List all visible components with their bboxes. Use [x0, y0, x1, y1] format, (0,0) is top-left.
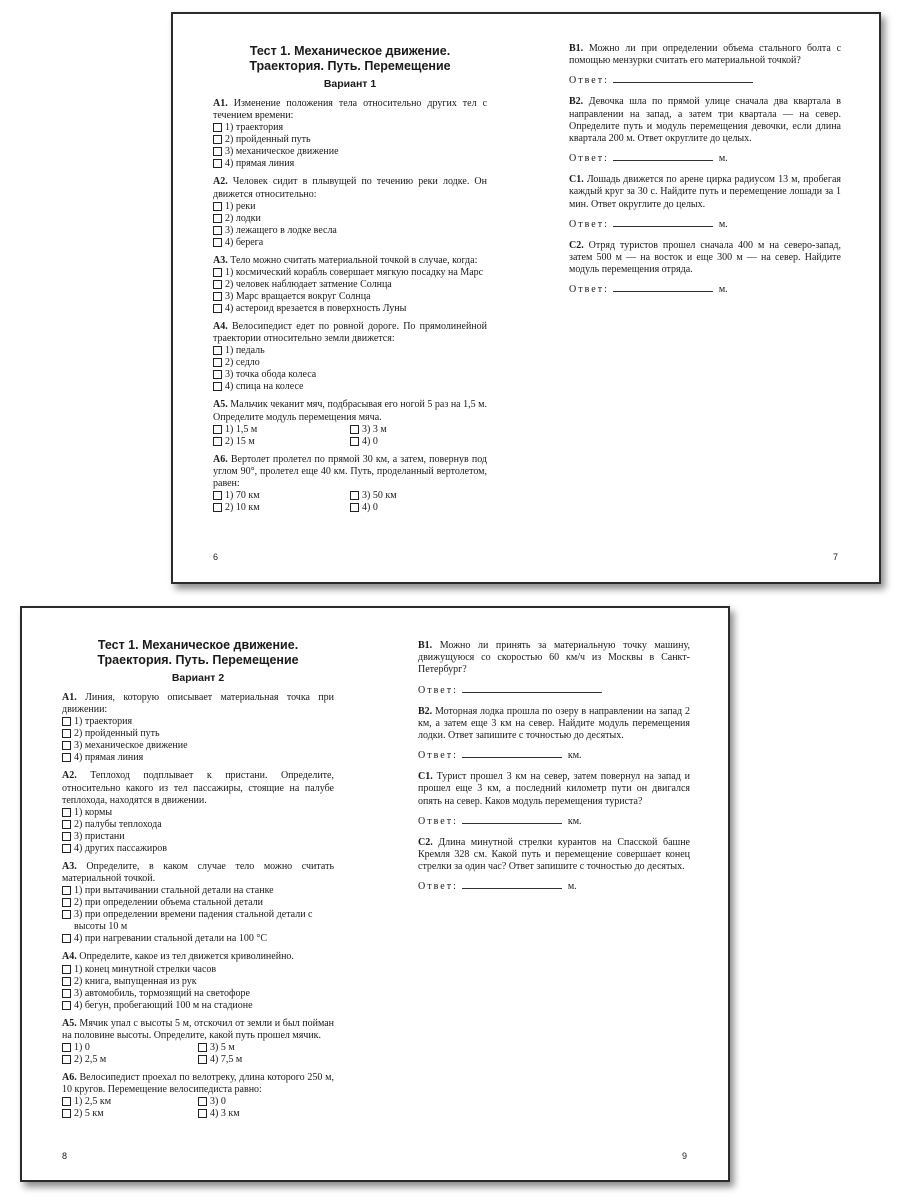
question-body: Изменение положения тела относительно других тел с течением времени: — [213, 98, 488, 122]
question-text — [62, 951, 334, 963]
option-label: 1) кормы — [74, 807, 113, 819]
page-number: 6 — [213, 552, 219, 562]
question-text — [213, 454, 487, 491]
option-label: 2) лодки — [225, 212, 261, 224]
question-text — [569, 43, 841, 67]
answer-option[interactable] — [62, 1000, 334, 1012]
answer-unit: м. — [718, 284, 728, 296]
answer-option[interactable] — [213, 279, 487, 291]
answer-option[interactable] — [213, 369, 487, 381]
option-label: 1) при вытачивании стальной детали на станке — [74, 885, 274, 897]
options-list — [62, 1096, 334, 1120]
question-body: Линия, которую описывает материальная точка при движении: — [62, 692, 335, 716]
checkbox[interactable] — [62, 989, 71, 998]
answer-label: Ответ: — [569, 218, 609, 230]
page-number: 9 — [682, 1151, 688, 1161]
question-number: С2. — [569, 239, 584, 251]
answer-label: Ответ: — [569, 284, 609, 296]
answer-unit: м. — [718, 218, 728, 230]
answer-option[interactable] — [62, 843, 334, 855]
checkbox[interactable] — [213, 159, 222, 168]
answer-option[interactable] — [350, 490, 487, 502]
answer-unit: м. — [567, 881, 577, 893]
option-label: 4) при нагревании стальной детали на 100 °С — [74, 933, 268, 945]
question-text — [213, 399, 487, 423]
checkbox[interactable] — [213, 425, 222, 434]
checkbox[interactable] — [213, 123, 222, 132]
question-block — [213, 98, 487, 170]
answer-option[interactable] — [213, 158, 487, 170]
answer-option[interactable] — [62, 831, 334, 843]
answer-option[interactable] — [62, 740, 334, 752]
checkbox[interactable] — [213, 370, 222, 379]
question-number: В1. — [569, 43, 584, 54]
answer-row — [418, 683, 690, 696]
question-text — [62, 692, 334, 716]
answer-option[interactable] — [213, 357, 487, 369]
checkbox[interactable] — [62, 898, 71, 907]
checkbox[interactable] — [350, 425, 359, 434]
checkbox[interactable] — [350, 503, 359, 512]
checkbox[interactable] — [213, 202, 222, 211]
checkbox[interactable] — [62, 820, 71, 829]
question-block — [62, 861, 334, 945]
question-text — [418, 837, 690, 874]
option-label: 1) 2,5 км — [74, 1096, 112, 1108]
question-number: В1. — [418, 640, 433, 651]
answer-field[interactable] — [462, 683, 602, 693]
option-label: 4) других пассажиров — [74, 843, 167, 855]
question-text — [418, 706, 690, 743]
answer-label: Ответ: — [418, 881, 458, 893]
option-label: 2) седло — [225, 357, 260, 369]
page-8-column — [62, 638, 334, 1126]
option-label: 4) 0 — [362, 502, 378, 514]
answer-option[interactable] — [62, 716, 334, 728]
checkbox[interactable] — [62, 1109, 71, 1118]
option-label: 1) траектория — [225, 122, 284, 134]
question-block — [62, 951, 334, 1011]
answer-option[interactable] — [62, 976, 334, 988]
options-list — [62, 1042, 334, 1066]
answer-option[interactable] — [198, 1108, 334, 1120]
question-body: Можно ли при определении объема стального болта с помощью мензурки считать его материальной точкой? — [569, 43, 842, 67]
checkbox[interactable] — [62, 844, 71, 853]
answer-row — [569, 282, 841, 295]
question-block — [418, 837, 690, 893]
answer-option[interactable] — [213, 424, 350, 436]
answer-option[interactable] — [213, 436, 350, 448]
question-block — [569, 96, 841, 164]
option-label: 2) 5 км — [74, 1108, 104, 1120]
options-list — [62, 807, 334, 855]
question-body: Длина минутной стрелки курантов на Спасской башне Кремля 328 см. Какой путь и перемещение совершает конец стрелки за один час? Ответ запишите с точностью до десятых. — [418, 836, 690, 873]
checkbox[interactable] — [213, 147, 222, 156]
answer-row — [418, 879, 690, 892]
option-label: 3) при определении времени падения стальной детали с высоты 10 м — [74, 909, 313, 933]
question-body: Можно ли принять за материальную точку машину, движущуюся со скоростью 60 км/ч из Москвы в Санкт-Петербург? — [418, 640, 691, 676]
page-number: 8 — [62, 1151, 68, 1161]
answer-option[interactable] — [62, 1096, 198, 1108]
question-body: Вертолет пролетел по прямой 30 км, а затем, повернув под углом 90°, пролетел еще 40 км. Путь, проделанный вертолетом, равен: — [213, 453, 487, 490]
question-body: Определите, какое из тел движется криволинейно. — [79, 951, 294, 963]
answer-label: Ответ: — [569, 153, 609, 165]
question-text — [213, 321, 487, 345]
question-block — [418, 771, 690, 827]
answer-option[interactable] — [62, 819, 334, 831]
option-label: 4) 3 км — [210, 1108, 240, 1120]
question-block — [62, 1072, 334, 1120]
answer-option[interactable] — [213, 213, 487, 225]
option-label: 2) 2,5 м — [74, 1054, 107, 1066]
questions-list — [62, 692, 334, 1120]
answer-option[interactable] — [213, 490, 350, 502]
checkbox[interactable] — [62, 886, 71, 895]
question-body: Отряд туристов прошел сначала 400 м на северо-запад, затем 500 м — на восток и еще 300 м — на север. Найдите модуль перемещения отряда. — [569, 239, 842, 276]
answer-option[interactable] — [62, 1054, 198, 1066]
question-block — [213, 321, 487, 393]
answer-row — [569, 151, 841, 164]
checkbox[interactable] — [62, 808, 71, 817]
checkbox[interactable] — [213, 226, 222, 235]
page-spread-1 — [171, 12, 881, 584]
question-block — [213, 255, 487, 315]
page-7-column — [569, 43, 841, 305]
option-label: 2) пройденный путь — [74, 728, 160, 740]
answer-option[interactable] — [62, 1042, 198, 1054]
question-number: А1. — [213, 98, 228, 109]
options-list — [213, 490, 487, 514]
question-body: Тело можно считать материальной точкой в случае, когда: — [230, 254, 478, 266]
question-text — [569, 174, 841, 211]
question-number: В2. — [418, 705, 433, 717]
answer-option[interactable] — [350, 424, 487, 436]
option-label: 2) 15 м — [225, 435, 255, 447]
question-number: С1. — [569, 174, 584, 186]
option-label: 1) 0 — [74, 1042, 90, 1054]
page-number: 7 — [833, 552, 839, 562]
option-label: 4) спица на колесе — [225, 381, 304, 393]
option-label: 3) 0 — [210, 1096, 226, 1108]
answer-field[interactable] — [613, 151, 713, 161]
options-list — [62, 964, 334, 1012]
answer-row — [418, 814, 690, 827]
answer-row — [418, 748, 690, 761]
option-label: 4) 7,5 м — [210, 1054, 243, 1066]
question-body: Моторная лодка прошла по озеру в направлении на запад 2 км, а затем еще 3 км на север. Найдите модуль перемещения лодки. Ответ запишите с точностью до десятых. — [418, 705, 690, 742]
option-label: 4) бегун, пробегающий 100 м на стадионе — [74, 999, 253, 1011]
question-text — [62, 770, 334, 807]
answer-option[interactable] — [62, 933, 334, 945]
question-number: А4. — [62, 951, 77, 963]
option-label: 1) реки — [225, 200, 256, 212]
checkbox[interactable] — [62, 832, 71, 841]
answer-unit: м. — [718, 153, 728, 165]
answer-option[interactable] — [62, 728, 334, 740]
option-label: 1) траектория — [74, 716, 133, 728]
answer-option[interactable] — [198, 1054, 334, 1066]
question-block — [213, 454, 487, 515]
checkbox[interactable] — [62, 729, 71, 738]
test-title-line2: Траектория. Путь. Перемещение — [249, 59, 451, 73]
checkbox[interactable] — [213, 346, 222, 355]
answer-option[interactable] — [62, 964, 334, 976]
checkbox[interactable] — [213, 135, 222, 144]
question-text — [418, 640, 690, 677]
question-number: А5. — [213, 399, 228, 411]
option-label: 4) астероид врезается в поверхность Луны — [225, 303, 407, 315]
answer-label: Ответ: — [418, 815, 458, 827]
question-block — [569, 240, 841, 296]
checkbox[interactable] — [62, 965, 71, 974]
answer-unit: км. — [567, 815, 582, 827]
answer-option[interactable] — [62, 885, 334, 897]
option-label: 1) 1,5 м — [225, 423, 258, 435]
question-body: Девочка шла по прямой улице сначала два квартала в направлении на запад, а затем три квартала — на север. Определите путь и модуль перемещения девочки, если длина квартала 200 м. Ответ округлите до целых. — [569, 96, 842, 145]
question-text — [569, 240, 841, 277]
question-block — [62, 770, 334, 855]
option-label: 3) точка обода колеса — [225, 369, 317, 381]
checkbox[interactable] — [198, 1043, 207, 1052]
question-text — [213, 255, 487, 267]
answer-option[interactable] — [62, 897, 334, 909]
option-label: 3) Марс вращается вокруг Солнца — [225, 291, 371, 303]
option-label: 3) 5 м — [210, 1042, 235, 1054]
answer-unit: км. — [567, 750, 582, 762]
question-number: С1. — [418, 771, 433, 783]
question-text — [62, 1018, 334, 1042]
question-block — [213, 399, 487, 447]
answer-option[interactable] — [213, 381, 487, 393]
question-number: А6. — [62, 1072, 77, 1084]
answer-label: Ответ: — [418, 750, 458, 762]
question-block — [569, 174, 841, 230]
answer-field[interactable] — [462, 814, 562, 824]
checkbox[interactable] — [62, 1043, 71, 1052]
checkbox[interactable] — [350, 437, 359, 446]
question-number: А3. — [213, 254, 228, 266]
question-body: Человек сидит в плывущей по течению реки лодке. Он движется относительно: — [213, 176, 488, 200]
options-list — [213, 267, 487, 315]
checkbox[interactable] — [213, 437, 222, 446]
page-spread-2 — [20, 606, 730, 1182]
question-number: А2. — [213, 176, 228, 188]
question-text — [62, 861, 334, 885]
question-number: А1. — [62, 692, 77, 703]
options-list — [213, 122, 487, 170]
answer-option[interactable] — [62, 909, 334, 933]
checkbox[interactable] — [62, 977, 71, 986]
checkbox[interactable] — [62, 741, 71, 750]
option-label: 3) 3 м — [362, 423, 387, 435]
answer-option[interactable] — [213, 122, 487, 134]
checkbox[interactable] — [198, 1109, 207, 1118]
answer-option[interactable] — [213, 291, 487, 303]
checkbox[interactable] — [213, 358, 222, 367]
variant-label: Вариант 2 — [171, 672, 225, 684]
answer-option[interactable] — [213, 267, 487, 279]
checkbox[interactable] — [213, 304, 222, 313]
option-label: 1) 70 км — [225, 490, 260, 502]
checkbox[interactable] — [62, 910, 71, 919]
option-label: 2) 10 км — [225, 502, 260, 514]
answer-option[interactable] — [62, 807, 334, 819]
question-block — [418, 640, 690, 696]
question-body: Теплоход подплывает к пристани. Определите, относительно какого из тел пассажиры, стоящие на палубе теплохода, находятся в движении. — [62, 770, 334, 806]
options-list — [62, 716, 334, 764]
option-label: 2) человек наблюдает затмение Солнца — [225, 279, 392, 291]
checkbox[interactable] — [198, 1097, 207, 1106]
answer-option[interactable] — [213, 225, 487, 237]
option-label: 3) механическое движение — [74, 740, 188, 752]
option-label: 2) при определении объема стальной детали — [74, 897, 263, 909]
answer-row — [569, 217, 841, 230]
option-label: 2) книга, выпущенная из рук — [74, 975, 197, 987]
checkbox[interactable] — [213, 491, 222, 500]
options-list — [213, 201, 487, 249]
question-number: А5. — [62, 1017, 77, 1029]
option-label: 1) педаль — [225, 345, 265, 357]
checkbox[interactable] — [213, 503, 222, 512]
checkbox[interactable] — [62, 753, 71, 762]
option-label: 1) конец минутной стрелки часов — [74, 963, 217, 975]
answer-option[interactable] — [62, 988, 334, 1000]
test-title-line1: Тест 1. Механическое движение. — [249, 44, 451, 58]
answer-field[interactable] — [613, 217, 713, 227]
answer-option[interactable] — [213, 502, 350, 514]
question-body: Мячик упал с высоты 5 м, отскочил от земли и был пойман на половине высоты. Определите, какой путь прошел мячик. — [62, 1017, 335, 1041]
question-body: Велосипедист едет по ровной дороге. По прямолинейной траектории относительно земли движется: — [213, 321, 488, 345]
option-label: 2) пройденный путь — [225, 134, 311, 146]
checkbox[interactable] — [350, 491, 359, 500]
question-text — [213, 98, 487, 122]
question-block — [569, 43, 841, 86]
option-label: 3) автомобиль, тормозящий на светофоре — [74, 987, 250, 999]
page-9-column — [418, 640, 690, 902]
answer-option[interactable] — [213, 201, 487, 213]
questions-list — [213, 98, 487, 514]
answer-row — [569, 73, 841, 86]
option-label: 4) 0 — [362, 435, 378, 447]
answer-option[interactable] — [198, 1096, 334, 1108]
question-number: А2. — [62, 770, 77, 782]
checkbox[interactable] — [213, 214, 222, 223]
answer-option[interactable] — [213, 303, 487, 315]
option-label: 4) берега — [225, 236, 264, 248]
test-title-line1: Тест 1. Механическое движение. — [97, 638, 299, 652]
question-body: Лошадь движется по арене цирка радиусом 13 м, пробегая каждый круг за 30 с. Найдите путь и перемещение лошади за 1 мин. Ответ округлите до целых. — [569, 174, 842, 210]
checkbox[interactable] — [213, 382, 222, 391]
answer-option[interactable] — [213, 134, 487, 146]
question-text — [213, 176, 487, 200]
options-list — [213, 345, 487, 393]
question-number: А6. — [213, 453, 228, 465]
question-number: В2. — [569, 96, 584, 108]
answer-option[interactable] — [213, 237, 487, 249]
page-6-column — [213, 44, 487, 520]
checkbox[interactable] — [62, 1001, 71, 1010]
question-number: А3. — [62, 861, 77, 873]
answer-field[interactable] — [613, 282, 713, 292]
answer-option[interactable] — [213, 345, 487, 357]
answer-label: Ответ: — [418, 684, 458, 696]
question-block — [62, 692, 334, 764]
options-list — [213, 424, 487, 448]
answer-option[interactable] — [350, 436, 487, 448]
options-list — [62, 885, 334, 945]
question-block — [418, 706, 690, 762]
checkbox[interactable] — [62, 717, 71, 726]
answer-option[interactable] — [62, 752, 334, 764]
checkbox[interactable] — [213, 268, 222, 277]
question-body: Велосипедист проехал по велотреку, длина которого 250 м, 10 кругов. Перемещение велосипедиста равно: — [62, 1072, 334, 1096]
answer-field[interactable] — [613, 73, 753, 83]
question-number: А4. — [213, 321, 228, 333]
checkbox[interactable] — [213, 238, 222, 247]
checkbox[interactable] — [62, 934, 71, 943]
option-label: 3) механическое движение — [225, 146, 339, 158]
option-label: 4) прямая линия — [74, 752, 144, 764]
option-label: 1) космический корабль совершает мягкую посадку на Марс — [225, 267, 484, 279]
question-text — [418, 771, 690, 808]
question-body: Турист прошел 3 км на север, затем повернул на запад и прошел еще 3 км, а последний километр пути он двигался опять на север. Каков модуль перемещения туриста? — [418, 771, 691, 807]
answer-label: Ответ: — [569, 75, 609, 87]
question-number: С2. — [418, 836, 433, 848]
test-title-line2: Траектория. Путь. Перемещение — [97, 653, 299, 667]
variant-label: Вариант 1 — [323, 78, 377, 90]
question-body: Определите, в каком случае тело можно считать материальной точкой. — [62, 861, 334, 885]
option-label: 2) палубы теплохода — [74, 819, 162, 831]
question-block — [62, 1018, 334, 1066]
question-text — [62, 1072, 334, 1096]
question-block — [213, 176, 487, 248]
option-label: 3) 50 км — [362, 490, 397, 502]
answer-option[interactable] — [198, 1042, 334, 1054]
answer-field[interactable] — [462, 879, 562, 889]
option-label: 3) лежащего в лодке весла — [225, 224, 337, 236]
checkbox[interactable] — [213, 292, 222, 301]
checkbox[interactable] — [62, 1097, 71, 1106]
option-label: 4) прямая линия — [225, 158, 295, 170]
checkbox[interactable] — [198, 1055, 207, 1064]
question-body: Мальчик чеканит мяч, подбрасывая его ногой 5 раз на 1,5 м. Определите модуль перемещения мяча. — [213, 399, 488, 423]
answer-option[interactable] — [62, 1108, 198, 1120]
question-text — [569, 96, 841, 145]
checkbox[interactable] — [213, 280, 222, 289]
answer-field[interactable] — [462, 748, 562, 758]
checkbox[interactable] — [62, 1055, 71, 1064]
option-label: 3) пристани — [74, 831, 125, 843]
answer-option[interactable] — [213, 146, 487, 158]
answer-option[interactable] — [350, 502, 487, 514]
